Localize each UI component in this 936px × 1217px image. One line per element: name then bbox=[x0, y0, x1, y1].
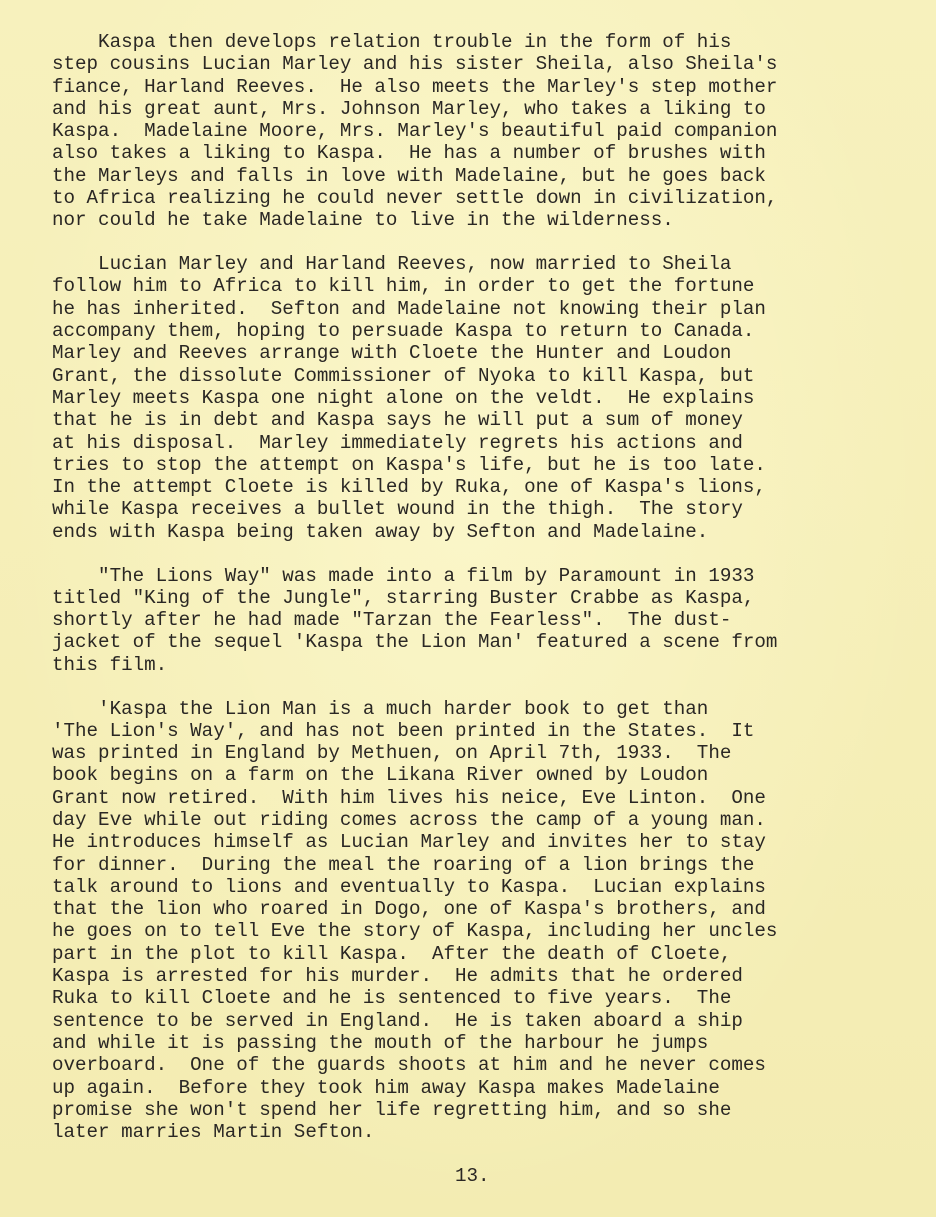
text-line: He introduces himself as Lucian Marley and invites her to stay bbox=[52, 831, 766, 854]
text-line: follow him to Africa to kill him, in order to get the fortune bbox=[52, 275, 755, 298]
page-number: 13. bbox=[455, 1165, 490, 1187]
text-line: that the lion who roared in Dogo, one of Kaspa's brothers, and bbox=[52, 898, 766, 921]
text-line: while Kaspa receives a bullet wound in the thigh. The story bbox=[52, 498, 743, 521]
text-line: sentence to be served in England. He is taken aboard a ship bbox=[52, 1009, 743, 1032]
text-line: 'Kaspa the Lion Man is a much harder book to get than bbox=[52, 697, 709, 720]
text-line: talk around to lions and eventually to Kaspa. Lucian explains bbox=[52, 875, 766, 898]
text-line: Kaspa then develops relation trouble in the form of his bbox=[52, 31, 732, 53]
text-line: Lucian Marley and Harland Reeves, now married to Sheila bbox=[52, 253, 732, 276]
text-line: tries to stop the attempt on Kaspa's life, but he is too late. bbox=[52, 453, 766, 476]
text-line: step cousins Lucian Marley and his sister Sheila, also Sheila's bbox=[52, 53, 778, 76]
paragraph-1 bbox=[52, 31, 922, 232]
paragraph-gap bbox=[52, 676, 922, 698]
text-line: ends with Kaspa being taken away by Sefton and Madelaine. bbox=[52, 520, 709, 543]
text-line: was printed in England by Methuen, on April 7th, 1933. The bbox=[52, 742, 732, 765]
text-line: "The Lions Way" was made into a film by Paramount in 1933 bbox=[52, 564, 755, 587]
text-line: 'The Lion's Way', and has not been printed in the States. It bbox=[52, 719, 755, 742]
text-line: Grant now retired. With him lives his neice, Eve Linton. One bbox=[52, 786, 766, 809]
paragraph-2 bbox=[52, 253, 922, 543]
text-line: at his disposal. Marley immediately regrets his actions and bbox=[52, 431, 743, 454]
text-line: Marley and Reeves arrange with Cloete the Hunter and Loudon bbox=[52, 342, 732, 365]
body-text bbox=[52, 31, 922, 1143]
text-line: nor could he take Madelaine to live in the wilderness. bbox=[52, 209, 674, 232]
text-line: that he is in debt and Kaspa says he will put a sum of money bbox=[52, 409, 743, 432]
text-line: overboard. One of the guards shoots at him and he never comes bbox=[52, 1054, 766, 1077]
text-line: accompany them, hoping to persuade Kaspa to return to Canada. bbox=[52, 320, 755, 343]
paragraph-gap bbox=[52, 543, 922, 565]
text-line: also takes a liking to Kaspa. He has a number of brushes with bbox=[52, 142, 766, 165]
text-line: and while it is passing the mouth of the harbour he jumps bbox=[52, 1031, 709, 1054]
text-line: Marley meets Kaspa one night alone on the veldt. He explains bbox=[52, 386, 755, 409]
paragraph-3 bbox=[52, 565, 922, 676]
text-line: he goes on to tell Eve the story of Kaspa, including her uncles bbox=[52, 920, 778, 943]
text-line: he has inherited. Sefton and Madelaine not knowing their plan bbox=[52, 297, 766, 320]
text-line: and his great aunt, Mrs. Johnson Marley, who takes a liking to bbox=[52, 97, 766, 120]
text-line: Grant, the dissolute Commissioner of Nyoka to kill Kaspa, but bbox=[52, 364, 755, 387]
text-line: part in the plot to kill Kaspa. After the death of Cloete, bbox=[52, 942, 732, 965]
text-line: In the attempt Cloete is killed by Ruka, one of Kaspa's lions, bbox=[52, 476, 766, 499]
text-line: promise she won't spend her life regretting him, and so she bbox=[52, 1098, 732, 1121]
paragraph-gap bbox=[52, 232, 922, 254]
text-line: this film. bbox=[52, 653, 168, 676]
text-line: Kaspa is arrested for his murder. He admits that he ordered bbox=[52, 965, 743, 988]
text-line: to Africa realizing he could never settle down in civilization, bbox=[52, 187, 778, 210]
text-line: titled "King of the Jungle", starring Buster Crabbe as Kaspa, bbox=[52, 586, 755, 609]
text-line: book begins on a farm on the Likana River owned by Loudon bbox=[52, 764, 709, 787]
text-line: day Eve while out riding comes across the camp of a young man. bbox=[52, 809, 766, 831]
text-line: Ruka to kill Cloete and he is sentenced to five years. The bbox=[52, 987, 732, 1010]
text-line: fiance, Harland Reeves. He also meets the Marley's step mother bbox=[52, 75, 778, 98]
text-line: jacket of the sequel 'Kaspa the Lion Man' featured a scene from bbox=[52, 631, 778, 654]
text-line: later marries Martin Sefton. bbox=[52, 1121, 375, 1144]
text-line: for dinner. During the meal the roaring of a lion brings the bbox=[52, 853, 755, 876]
text-line: shortly after he had made "Tarzan the Fearless". The dust- bbox=[52, 609, 732, 632]
text-line: the Marleys and falls in love with Madelaine, but he goes back bbox=[52, 164, 766, 187]
paragraph-4 bbox=[52, 698, 922, 1144]
text-line: up again. Before they took him away Kaspa makes Madelaine bbox=[52, 1076, 720, 1099]
text-line: Kaspa. Madelaine Moore, Mrs. Marley's beautiful paid companion bbox=[52, 120, 778, 143]
